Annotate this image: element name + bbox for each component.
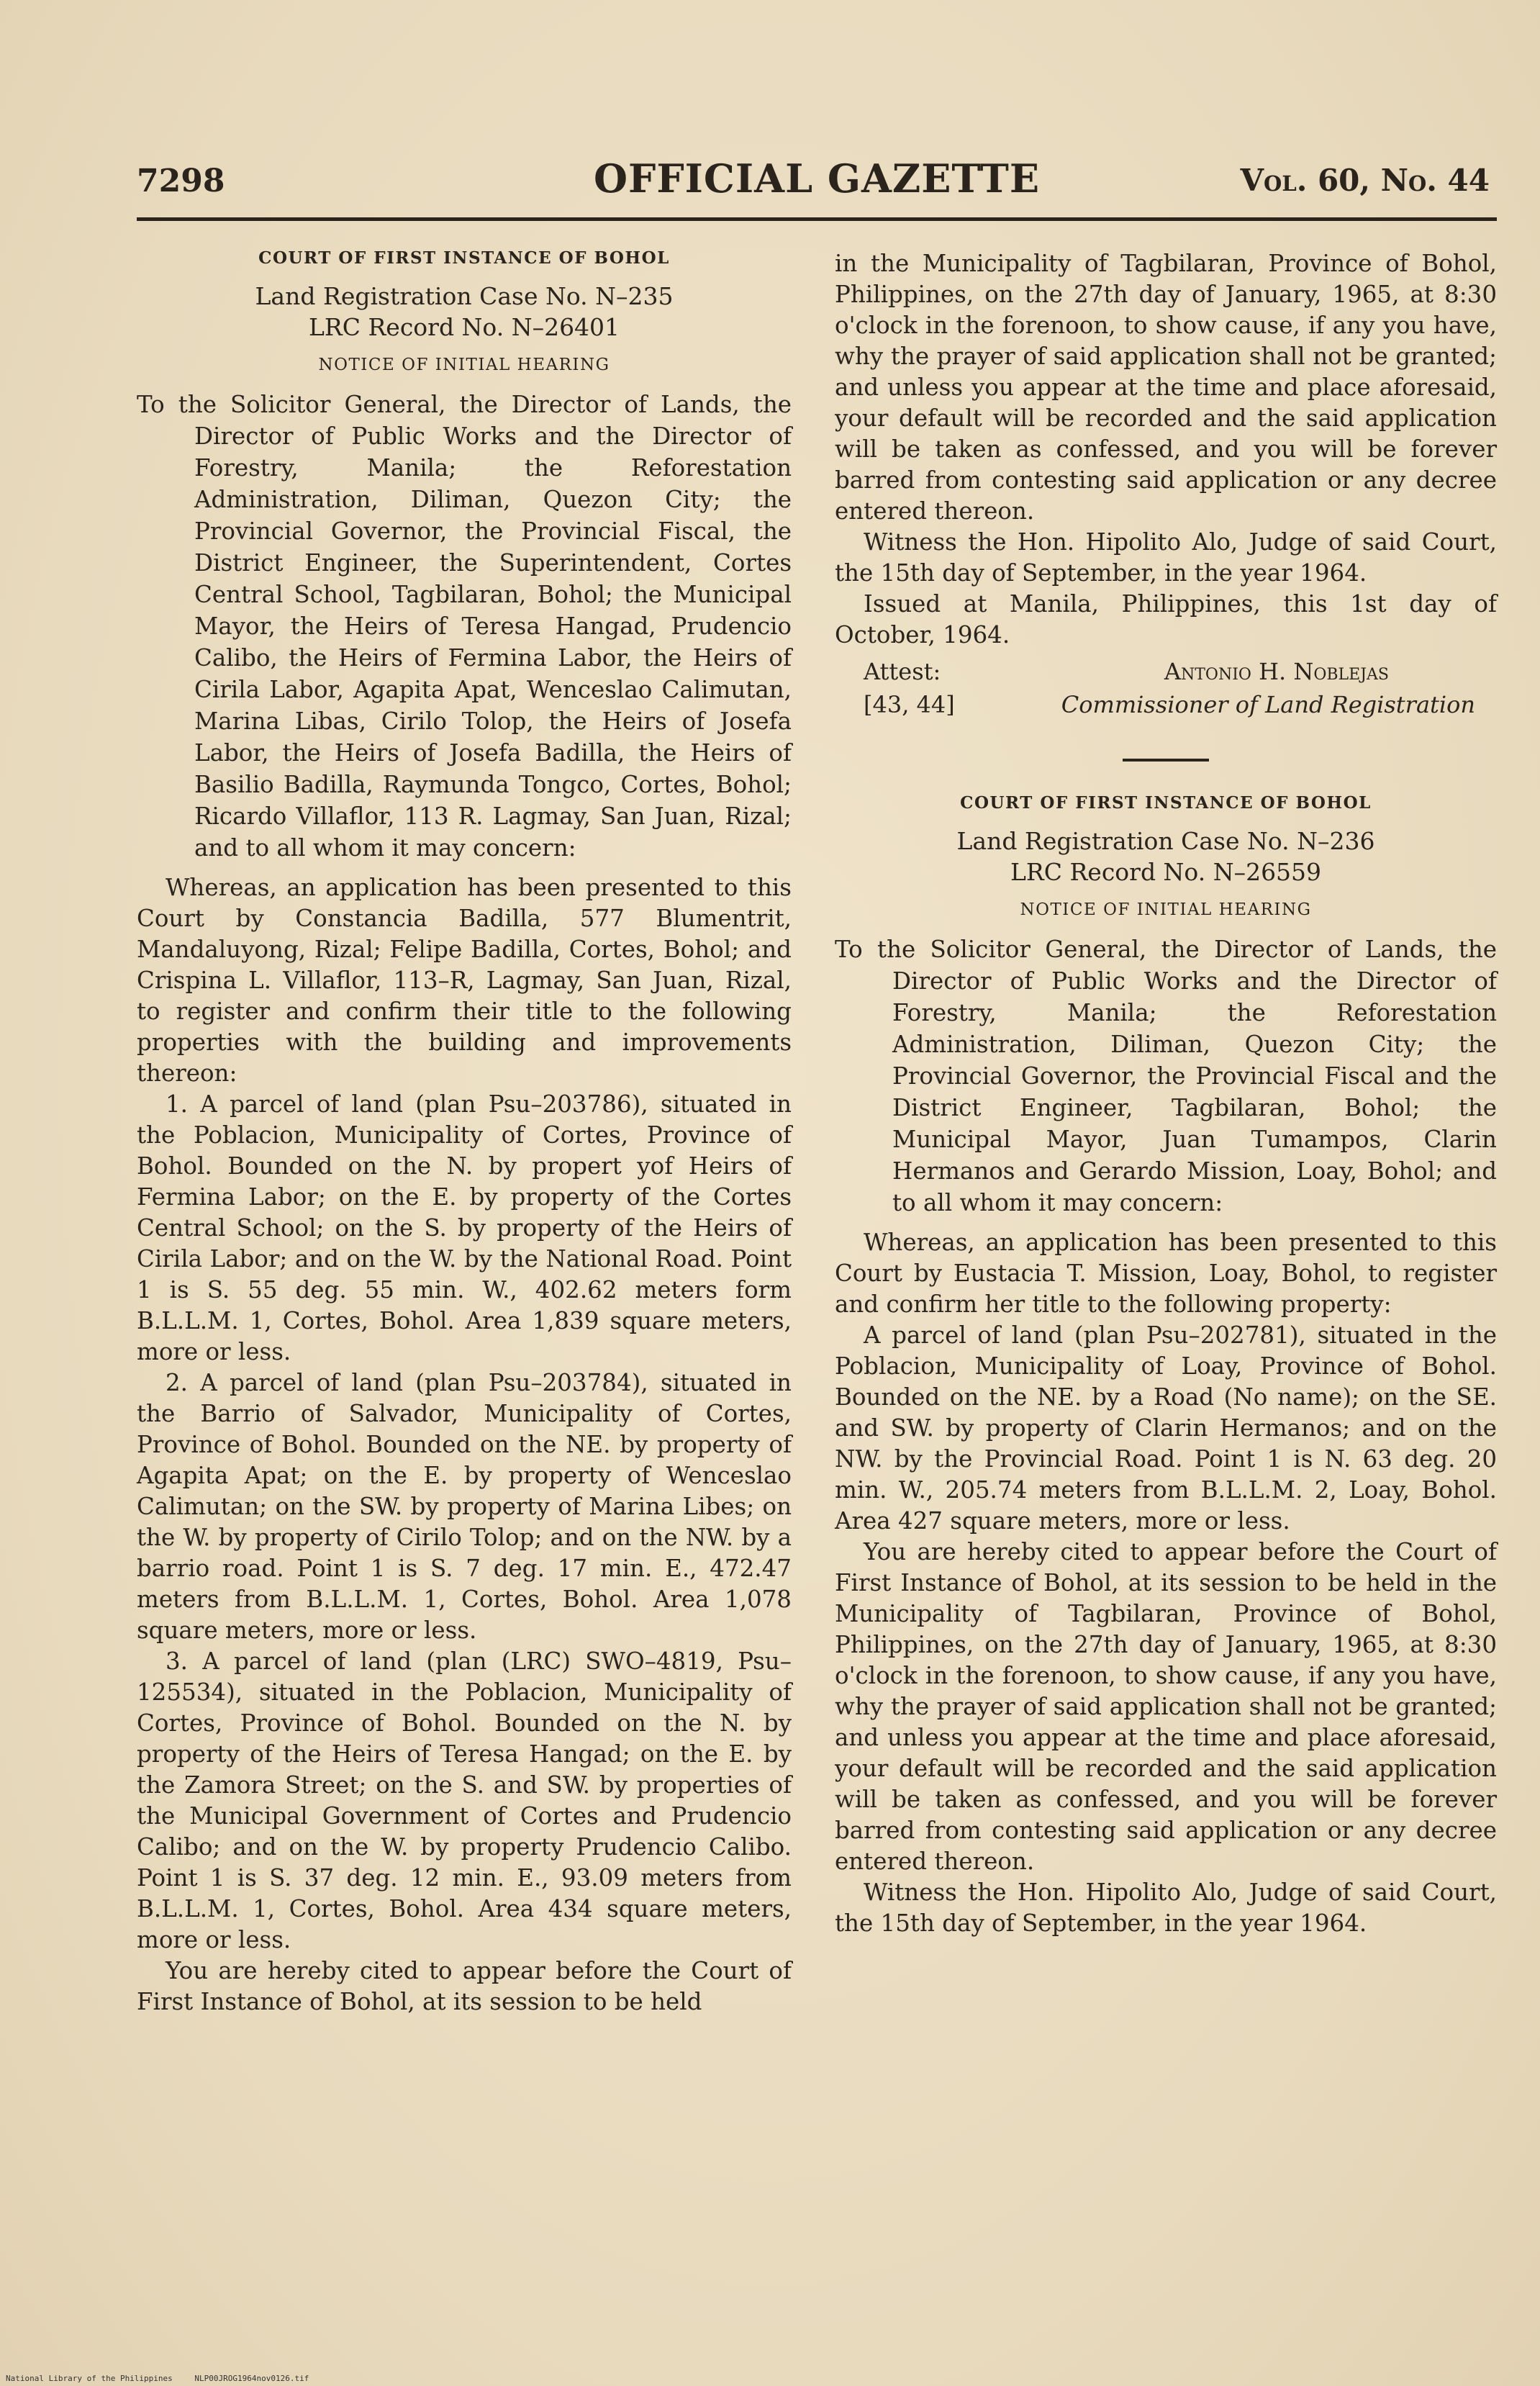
parcel-2-paragraph: 2. A parcel of land (plan Psu–203784), situated in the Barrio of Salvador, Municipality of Cortes, Province of Bohol. Bounded on the NE. by property of Agapita Apat; on the E. by property of Wenceslao Calimutan; on the SW. by property of Marina Libes; on the W. by property of Cirilo Tolop; and on the NW. by a barrio road. Point 1 is S. 7 deg. 17 min. E., 472.47 meters from B.L.L.M. 1, Cortes, Bohol. Area 1,078 square meters, more or less. — [137, 1369, 792, 1644]
notice-separator — [1123, 759, 1209, 762]
issue-reference: [43, 44] — [864, 691, 955, 718]
left-column — [137, 248, 792, 2017]
witness-paragraph-2: Witness the Hon. Hipolito Alo, Judge of said Court, the 15th day of September, in the year 1964. — [835, 1879, 1497, 1937]
page-header — [137, 150, 1497, 207]
court-heading-2: COURT OF FIRST INSTANCE OF BOHOL — [960, 793, 1372, 813]
addressees-paragraph-2: To the Solicitor General, the Director of Lands, the Director of Public Works and the Director of Forestry, Manila; the Reforestation Administration, Diliman, Quezon City; the Provincial Governor, the Provincial Fiscal and the District Engineer, Tagbilaran, Bohol; the Municipal Mayor, Juan Tumampos, Clarin Hermanos and Gerardo Mission, Loay, Bohol; and to all whom it may concern: — [835, 936, 1497, 1216]
volume-number: Vol. 60, No. 44 — [1240, 163, 1490, 198]
page-number: 7298 — [137, 163, 225, 199]
header-rule — [137, 217, 1497, 221]
scan-footer — [6, 2374, 326, 2383]
publication-title: OFFICIAL GAZETTE — [593, 155, 1041, 202]
witness-paragraph: Witness the Hon. Hipolito Alo, Judge of said Court, the 15th day of September, in the year 1964. — [835, 528, 1497, 587]
attest-label: Attest: — [864, 658, 941, 685]
parcel-3-paragraph: 3. A parcel of land (plan (LRC) SWO–4819, Psu–125534), situated in the Poblacion, Municipality of Cortes, Province of Bohol. Bounded on the N. by property of the Heirs of Teresa Hangad; on the E. by the Zamora Street; on the S. and SW. by properties of the Municipal Government of Cortes and Prudencio Calibo; and on the W. by property Prudencio Calibo. Point 1 is S. 37 deg. 12 min. E., 93.09 meters from B.L.L.M. 1, Cortes, Bohol. Area 434 square meters, more or less. — [137, 1648, 792, 1953]
record-number-2: LRC Record No. N–26559 — [1010, 858, 1322, 886]
right-column — [835, 248, 1497, 1939]
parcel-1-paragraph: 1. A parcel of land (plan Psu–203786), situated in the Poblacion, Municipality of Cortes, Province of Bohol. Bounded on the N. by propert yof Heirs of Fermina Labor; on the E. by property of the Cortes Central School; on the S. by property of the Heirs of Cirila Labor; and on the W. by the National Road. Point 1 is S. 55 deg. 55 min. W., 402.62 meters form B.L.L.M. 1, Cortes, Bohol. Area 1,839 square meters, more or less. — [137, 1090, 792, 1365]
case-number: Land Registration Case No. N–235 — [255, 282, 674, 310]
addressees-paragraph: To the Solicitor General, the Director of Lands, the Director of Public Works and the Director of Forestry, Manila; the Reforestation Administration, Diliman, Quezon City; the Provincial Governor, the Provincial Fiscal, the District Engineer, the Superintendent, Cortes Central School, Tagbilaran, Bohol; the Municipal Mayor, the Heirs of Teresa Hangad, Prudencio Calibo, the Heirs of Fermina Labor, the Heirs of Cirila Labor, Agapita Apat, Wenceslao Calimutan, Marina Libas, Cirilo Tolop, the Heirs of Josefa Labor, the Heirs of Josefa Badilla, the Heirs of Basilio Badilla, Raymunda Tongco, Cortes, Bohol; Ricardo Villaflor, 113 R. Lagmay, San Juan, Rizal; and to all whom it may concern: — [137, 391, 792, 862]
library-credit: National Library of the Philippines — [6, 2374, 173, 2383]
notice-heading: NOTICE OF INITIAL HEARING — [318, 356, 610, 374]
file-name: NLP00JROG1964nov0126.tif — [194, 2374, 309, 2383]
record-number: LRC Record No. N–26401 — [308, 313, 620, 341]
court-heading: COURT OF FIRST INSTANCE OF BOHOL — [258, 248, 670, 268]
application-paragraph: Whereas, an application has been presented to this Court by Constancia Badilla, 577 Blumentrit, Mandaluyong, Rizal; Felipe Badilla, Cortes, Bohol; and Crispina L. Villaflor, 113–R, Lagmay, San Juan, Rizal, to register and confirm their title to the following properties with the building and improvements thereon: — [137, 874, 792, 1087]
continuation-paragraph: in the Municipality of Tagbilaran, Province of Bohol, Philippines, on the 27th day of January, 1965, at 8:30 o'clock in the forenoon, to show cause, if any you have, why the prayer of said application shall not be granted; and unless you appear at the time and place aforesaid, your default will be recorded and the said application will be taken as confessed, and you will be forever barred from contesting said application or any decree entered thereon. — [835, 250, 1497, 525]
notice-heading-2: NOTICE OF INITIAL HEARING — [1020, 900, 1312, 919]
application-paragraph-2: Whereas, an application has been presented to this Court by Eustacia T. Mission, Loay, Bohol, to register and confirm her title to the following property: — [835, 1229, 1497, 1318]
signatory-title: Commissioner of Land Registration — [1061, 691, 1475, 718]
attest-line — [835, 655, 1497, 688]
signatory-line — [835, 688, 1497, 721]
citation-paragraph-2: You are hereby cited to appear before the Court of First Instance of Bohol, at its session to be held in the Municipality of Tagbilaran, Province of Bohol, Philippines, on the 27th day of January, 1965, at 8:30 o'clock in the forenoon, to show cause, if any you have, why the prayer of said application shall not be granted; and unless you appear at the time and place aforesaid, your default will be recorded and the said application will be taken as confessed, and you will be forever barred from contesting said application or any decree entered thereon. — [835, 1538, 1497, 1875]
citation-paragraph: You are hereby cited to appear before the Court of First Instance of Bohol, at its session to be held — [137, 1957, 792, 2015]
signatory-name: Antonio H. Noblejas — [1164, 658, 1389, 685]
case-number-2: Land Registration Case No. N–236 — [956, 827, 1375, 855]
issued-paragraph: Issued at Manila, Philippines, this 1st day of October, 1964. — [835, 590, 1497, 649]
parcel-paragraph-2: A parcel of land (plan Psu–202781), situated in the Poblacion, Municipality of Loay, Province of Bohol. Bounded on the NE. by a Road (No name); on the SE. and SW. by property of Clarin Hermanos; and on the NW. by the Provincial Road. Point 1 is N. 63 deg. 20 min. W., 205.74 meters from B.L.L.M. 2, Loay, Bohol. Area 427 square meters, more or less. — [835, 1321, 1497, 1535]
